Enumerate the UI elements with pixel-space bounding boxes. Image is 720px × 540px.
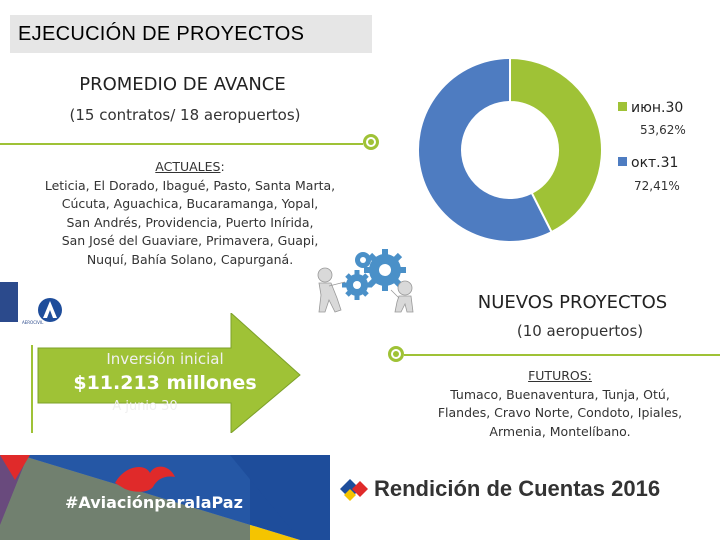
futuros-block (425, 367, 695, 441)
page-title: EJECUCIÓN DE PROYECTOS (18, 23, 305, 45)
futuros-heading: FUTUROS: (528, 368, 592, 383)
futuros-line: Armenia, Montelíbano. (489, 423, 631, 439)
legend-item-jun (618, 100, 683, 116)
actuales-line: San Andrés, Providencia, Puerto Inírida, (66, 214, 314, 230)
hashtag-text: #AviaciónparalaPaz (65, 493, 243, 512)
legend-label: окт.31 (631, 155, 679, 171)
logo-side-bar (0, 282, 18, 322)
gears-illustration (305, 240, 420, 320)
ring-bullet-top (363, 134, 379, 150)
logo-caption: AEROCIVIL (22, 320, 44, 325)
legend-item-oct (618, 155, 678, 171)
donut-chart (410, 50, 610, 250)
actuales-line: Cúcuta, Aguachica, Bucaramanga, Yopal, (61, 196, 319, 211)
legend-value-jun: 53,62% (640, 123, 686, 137)
futuros-line: Flandes, Cravo Norte, Condoto, Ipiales, (437, 405, 683, 420)
actuales-line: San José del Guaviare, Primavera, Guapi, (61, 233, 319, 248)
divider-line-top (0, 143, 363, 145)
footer-title: Rendición de Cuentas 2016 (374, 476, 661, 501)
divider-line-bottom (404, 354, 720, 356)
actuales-block: ACTUALES: Leticia, El Dorado, Ibagué, Pasto, Santa Marta, Cúcuta, Aguachica, Bucaramanga, Yopal, San Andrés, Providencia, Puerto Inírida, San José del Guaviare, Primavera, Guapi, Nuquí, Bahía Solano, Capurganá. (20, 158, 360, 269)
investment-amount: $11.213 millones (73, 372, 257, 394)
ring-bullet-bottom (388, 346, 404, 362)
futuros-line: Tumaco, Buenaventura, Tunja, Otú, (450, 386, 670, 402)
legend-swatch-blue (618, 157, 627, 166)
actuales-line: Nuquí, Bahía Solano, Capurganá. (86, 251, 294, 267)
actuales-line: Leticia, El Dorado, Ibagué, Pasto, Santa Marta, (44, 177, 336, 193)
title-banner (10, 15, 372, 53)
investment-date: A junio 30 (112, 399, 178, 414)
footer-diamond-logo-icon (340, 479, 368, 501)
legend-swatch-green (618, 102, 627, 111)
investment-vertical-line (31, 345, 33, 433)
average-title: PROMEDIO DE AVANCE (79, 74, 286, 95)
nuevos-title: NUEVOS PROYECTOS (477, 292, 668, 313)
investment-label: Inversión inicial (106, 350, 224, 368)
actuales-heading: ACTUALES (155, 159, 221, 174)
average-subtitle: (15 contratos/ 18 aeropuertos) (69, 106, 301, 124)
nuevos-subtitle: (10 aeropuertos) (516, 322, 644, 340)
legend-value-oct: 72,41% (634, 179, 680, 193)
legend-label: июн.30 (631, 100, 684, 116)
